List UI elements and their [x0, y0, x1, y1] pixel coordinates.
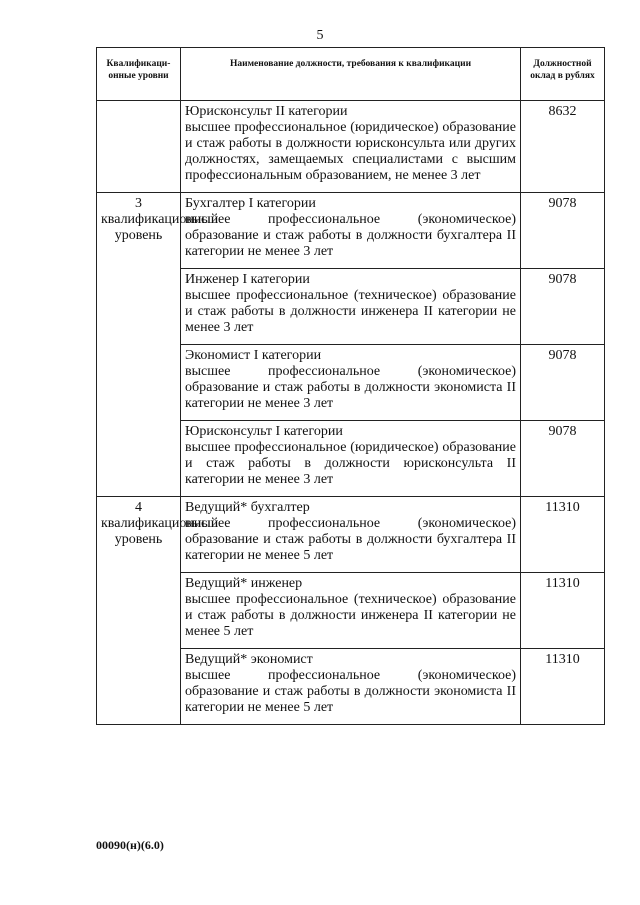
position-cell — [181, 345, 521, 421]
table-row — [97, 193, 605, 269]
header-level: Квалификаци-онные уровни — [97, 48, 181, 101]
table-row — [97, 497, 605, 573]
table-header-row — [97, 48, 605, 101]
position-requirements: высшее профессиональное (экономическое) образование и стаж работы в должности экономиста II категории не менее 3 лет — [185, 364, 516, 411]
position-cell — [181, 497, 521, 573]
salary-cell: 8632 — [521, 101, 605, 193]
position-cell — [181, 269, 521, 345]
salary-cell: 11310 — [521, 573, 605, 649]
header-salary: Должностной оклад в рублях — [521, 48, 605, 101]
position-requirements: высшее профессиональное (юридическое) образование и стаж работы в должности юрисконсульта или других должностях, замещаемых специалистами с высшим профессиональным образованием, не менее 3 лет — [185, 120, 516, 183]
level-cell-3: 3 квалификационный уровень — [97, 193, 181, 497]
position-cell — [181, 421, 521, 497]
document-code: 00090(н)(6.0) — [96, 838, 164, 852]
salary-cell: 9078 — [521, 421, 605, 497]
salary-cell: 9078 — [521, 269, 605, 345]
level-cell — [97, 101, 181, 193]
qualification-table — [96, 47, 605, 725]
position-title: Экономист I категории — [185, 348, 322, 363]
position-title: Бухгалтер I категории — [185, 196, 316, 211]
salary-cell: 11310 — [521, 649, 605, 725]
position-cell — [181, 193, 521, 269]
position-title: Ведущий* экономист — [185, 652, 313, 667]
position-requirements: высшее профессиональное (техническое) образование и стаж работы в должности инженера II категории не менее 3 лет — [185, 288, 516, 335]
position-cell — [181, 573, 521, 649]
position-requirements: высшее профессиональное (экономическое) образование и стаж работы в должности экономиста II категории не менее 5 лет — [185, 668, 516, 715]
salary-cell: 9078 — [521, 345, 605, 421]
position-requirements: высшее профессиональное (экономическое) образование и стаж работы в должности бухгалтера II категории не менее 3 лет — [185, 212, 516, 259]
position-requirements: высшее профессиональное (экономическое) образование и стаж работы в должности бухгалтера II категории не менее 5 лет — [185, 516, 516, 563]
position-title: Ведущий* бухгалтер — [185, 500, 310, 515]
position-title: Юрисконсульт II категории — [185, 104, 348, 119]
position-title: Ведущий* инженер — [185, 576, 303, 591]
table-row — [97, 101, 605, 193]
position-title: Инженер I категории — [185, 272, 310, 287]
position-requirements: высшее профессиональное (техническое) образование и стаж работы в должности инженера II категории не менее 5 лет — [185, 592, 516, 639]
position-cell — [181, 101, 521, 193]
salary-cell: 11310 — [521, 497, 605, 573]
salary-cell: 9078 — [521, 193, 605, 269]
position-requirements: высшее профессиональное (юридическое) образование и стаж работы в должности юрисконсульта II категории не менее 3 лет — [185, 440, 516, 487]
level-cell-4: 4 квалификационный уровень — [97, 497, 181, 725]
position-cell — [181, 649, 521, 725]
position-title: Юрисконсульт I категории — [185, 424, 343, 439]
page-number: 5 — [316, 28, 324, 43]
header-position: Наименование должности, требования к квалификации — [181, 48, 521, 101]
